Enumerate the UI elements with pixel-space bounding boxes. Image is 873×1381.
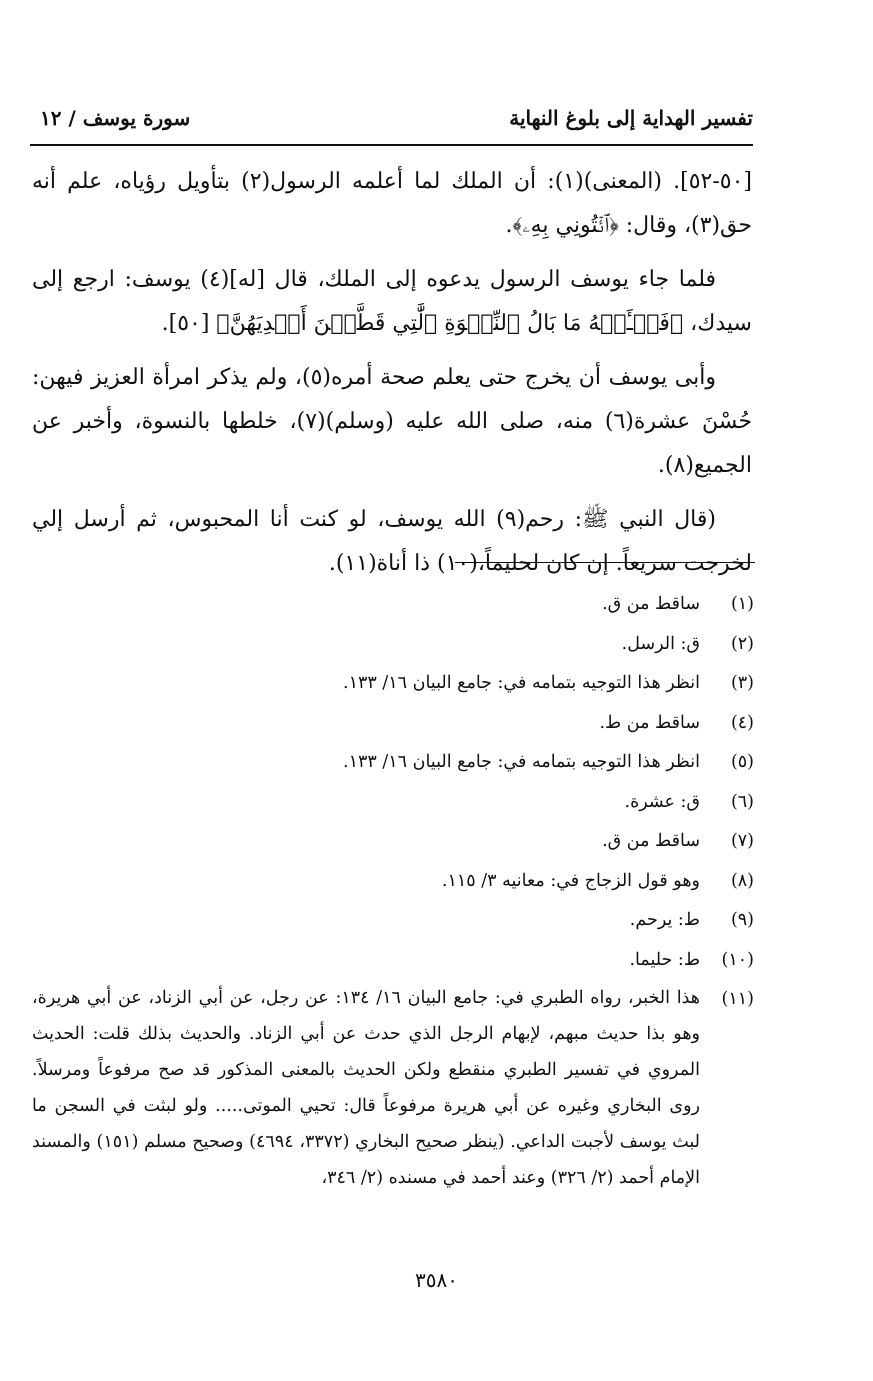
footnote <box>32 822 754 862</box>
footnote <box>32 664 754 704</box>
footnote-number: (٩) <box>730 910 754 930</box>
footnote-text: ساقط من ق. <box>602 594 700 614</box>
footnote <box>32 980 754 1196</box>
footnote-number: (١١) <box>721 989 754 1009</box>
footnote <box>32 783 754 823</box>
footnote-text: ق: عشرة. <box>624 791 700 812</box>
footnote <box>32 743 754 783</box>
footnote-number: (٢) <box>730 633 754 654</box>
footnote-number: (٣) <box>730 673 754 693</box>
paragraph: (قال النبي ﷺ: رحم(٩) الله يوسف، لو كنت أنا المحبوس، ثم أرسل إلي لخرجت سريعاً. إن كان لحليماً،(١٠) ذا أناة(١١). <box>32 507 752 576</box>
paragraph: [٥٠-٥٢]. (المعنى)(١): أن الملك لما أعلمه الرسول(٢) بتأويل رؤياه، علم أنه حق(٣)، وقال: ﴿ٱئۡتُونِي بِهِۦ﴾. <box>32 169 752 238</box>
footnote-text: ط: حليما. <box>629 949 700 970</box>
footnote <box>32 901 754 941</box>
footnote-number: (٤) <box>730 712 754 733</box>
footnote-number: (٧) <box>730 831 754 851</box>
page-header <box>30 102 753 146</box>
book-title: تفسير الهداية إلى بلوغ النهاية <box>509 106 753 130</box>
footnote-text: هذا الخبر، رواه الطبري في: جامع البيان ١٦/ ١٣٤: عن رجل، عن أبي الزناد، عن أبي هريرة، وهو بذا حديث مبهم، لإبهام الرجل الذي حدث عن أبي الزناد. والحديث بذلك قلت: الحديث المروي في تفسير الطبري منقطع ولكن الحديث بالمعنى المذكور قد صح مرفوعاً ومرسلاً. روى البخاري وغيره عن أبي هريرة مرفوعاً قال: تحيي الموتى..... ولو لبثت في السجن ما لبث يوسف لأجبت الداعي. (ينظر صحيح البخاري (٣٣٧٢، ٤٦٩٤) وصحيح مسلم (١٥١) والمسند الإمام أحمد (٢/ ٣٢٦) وعند أحمد في مسنده (٢/ ٣٤٦، <box>32 988 701 1188</box>
footnote-number: (٦) <box>730 791 754 812</box>
footnote-text: ساقط من ط. <box>599 712 700 733</box>
paragraph: وأبى يوسف أن يخرج حتى يعلم صحة أمره(٥)، ولم يذكر امرأة العزيز فيهن: حُسْنَ عشرة(٦) منه، صلى الله عليه (وسلم)(٧)، خلطها بالنسوة، وأخبر عن الجميع(٨). <box>32 365 753 478</box>
paragraph: فلما جاء يوسف الرسول يدعوه إلى الملك، قال [له](٤) يوسف: ارجع إلى سيدك، ﴿فَسۡـَٔلۡهُ مَا بَالُ ٱلنِّسۡوَةِ ٱلَّٰتِي قَطَّعۡنَ أَيۡدِيَهُنَّ﴾ [٥٠]. <box>32 267 752 336</box>
footnote <box>32 625 754 665</box>
footnote-number: (٨) <box>730 870 754 891</box>
footnote <box>32 862 754 902</box>
footnote-text: ق: الرسل. <box>621 633 700 654</box>
footnotes <box>32 585 754 1196</box>
footnote-number: (١٠) <box>721 949 754 970</box>
surah-reference: سورة يوسف / ١٢ <box>40 106 191 130</box>
footnote-text: ط: يرحم. <box>629 910 700 930</box>
footnote <box>32 941 754 981</box>
main-text <box>32 160 752 596</box>
footnote <box>32 704 754 744</box>
footnote-text: انظر هذا التوجيه بتمامه في: جامع البيان ١٦/ ١٣٣. <box>343 673 700 693</box>
footnote-text: ساقط من ق. <box>602 831 700 851</box>
page-number: ٣٥٨٠ <box>415 1268 458 1292</box>
footnote-number: (٥) <box>730 752 754 772</box>
footnote-text: انظر هذا التوجيه بتمامه في: جامع البيان ١٦/ ١٣٣. <box>343 752 700 772</box>
footnote-divider <box>455 562 755 563</box>
footnote <box>32 585 754 625</box>
footnote-text: وهو قول الزجاج في: معانيه ٣/ ١١٥. <box>441 870 700 891</box>
footnote-number: (١) <box>730 594 754 614</box>
